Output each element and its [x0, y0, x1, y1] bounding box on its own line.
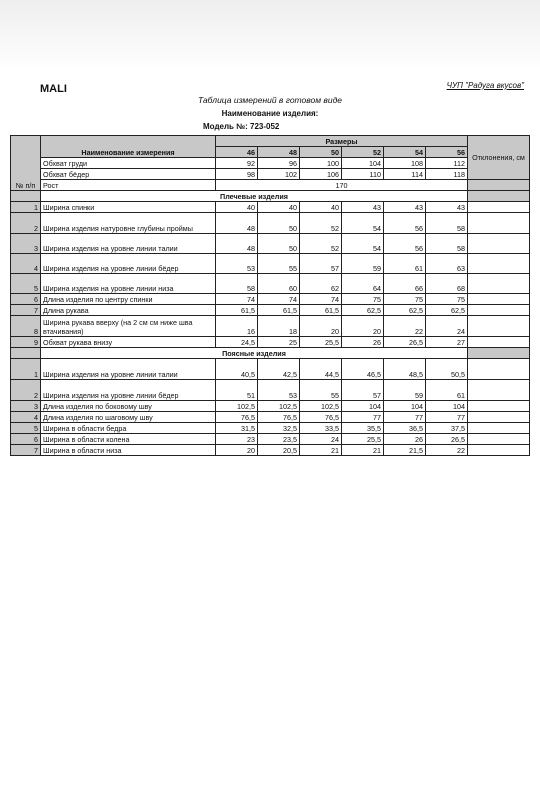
value-cell: 20 — [342, 316, 384, 337]
measurement-row — [11, 423, 530, 434]
measure-name: Длина рукава — [41, 305, 216, 316]
value-cell: 21 — [300, 445, 342, 456]
section-index-cell — [11, 191, 41, 202]
value-cell: 74 — [216, 294, 258, 305]
measure-name: Обхват груди — [41, 158, 216, 169]
value-cell: 62 — [300, 274, 342, 294]
value-cell: 26,5 — [384, 337, 426, 348]
sizes-header: Размеры — [216, 136, 468, 147]
row-number: 5 — [11, 423, 41, 434]
value-cell: 26,5 — [426, 434, 468, 445]
deviation-header: Отклонения, см — [468, 136, 530, 180]
value-cell: 50 — [258, 234, 300, 254]
value-cell: 20 — [216, 445, 258, 456]
value-cell: 98 — [216, 169, 258, 180]
value-cell: 50 — [258, 213, 300, 234]
measurement-row — [11, 434, 530, 445]
value-cell: 22 — [384, 316, 426, 337]
value-cell: 55 — [300, 380, 342, 401]
value-cell: 102,5 — [300, 401, 342, 412]
value-cell: 118 — [426, 169, 468, 180]
company-name: ЧУП "Радуга вкусов" — [446, 81, 524, 90]
row-number: 4 — [11, 412, 41, 423]
measure-name: Длина изделия по шаговому шву — [41, 412, 216, 423]
value-cell: 60 — [258, 274, 300, 294]
row-number: 6 — [11, 434, 41, 445]
value-cell: 25,5 — [342, 434, 384, 445]
value-cell: 48 — [216, 213, 258, 234]
value-cell: 51 — [216, 380, 258, 401]
measure-name: Ширина изделия на уровне линии бёдер — [41, 254, 216, 274]
value-cell: 58 — [216, 274, 258, 294]
row-number: 9 — [11, 337, 41, 348]
size-header-cell: 52 — [342, 147, 384, 158]
value-cell: 102,5 — [258, 401, 300, 412]
value-cell: 42,5 — [258, 359, 300, 380]
measurement-row — [11, 234, 530, 254]
base-row — [11, 158, 530, 169]
value-cell: 48,5 — [384, 359, 426, 380]
value-cell: 61,5 — [216, 305, 258, 316]
value-cell: 61 — [384, 254, 426, 274]
measurement-row — [11, 213, 530, 234]
measurement-row — [11, 316, 530, 337]
row-number: 5 — [11, 274, 41, 294]
size-header-cell: 54 — [384, 147, 426, 158]
measurements-table — [10, 135, 530, 456]
value-cell: 58 — [426, 234, 468, 254]
value-cell: 59 — [342, 254, 384, 274]
value-cell: 108 — [384, 158, 426, 169]
measure-name: Длина изделия по центру спинки — [41, 294, 216, 305]
value-cell: 75 — [342, 294, 384, 305]
row-number: 2 — [11, 213, 41, 234]
measurement-row — [11, 380, 530, 401]
section-index-cell — [11, 348, 41, 359]
value-cell: 21,5 — [384, 445, 426, 456]
measure-name: Обхват рукава внизу — [41, 337, 216, 348]
row-number: 3 — [11, 401, 41, 412]
value-cell: 54 — [342, 234, 384, 254]
value-cell: 76,5 — [216, 412, 258, 423]
row-number: 2 — [11, 380, 41, 401]
value-cell: 58 — [426, 213, 468, 234]
document-title: Таблица измерений в готовом виде — [197, 95, 343, 105]
value-cell: 22 — [426, 445, 468, 456]
scan-shadow — [0, 0, 540, 70]
value-cell: 20 — [300, 316, 342, 337]
value-cell: 24,5 — [216, 337, 258, 348]
value-cell: 50,5 — [426, 359, 468, 380]
base-row — [11, 169, 530, 180]
measurement-row — [11, 202, 530, 213]
value-cell: 75 — [384, 294, 426, 305]
value-cell: 24 — [300, 434, 342, 445]
value-cell: 23 — [216, 434, 258, 445]
row-number: 7 — [11, 305, 41, 316]
row-number: 1 — [11, 202, 41, 213]
size-header-cell: 46 — [216, 147, 258, 158]
deviation-cell — [468, 234, 530, 254]
model-label: Модель №: 723-052 — [203, 122, 280, 131]
measure-name: Ширина изделия натуровне глубины проймы — [41, 213, 216, 234]
deviation-cell — [468, 180, 530, 191]
value-cell: 74 — [258, 294, 300, 305]
value-cell: 23,5 — [258, 434, 300, 445]
measure-name: Ширина в области колена — [41, 434, 216, 445]
value-cell: 54 — [342, 213, 384, 234]
value-cell: 104 — [384, 401, 426, 412]
measure-name: Ширина в области низа — [41, 445, 216, 456]
measure-name: Ширина рукава вверху (на 2 см см ниже шва втачивания) — [41, 316, 216, 337]
value-cell: 43 — [342, 202, 384, 213]
value-cell: 62,5 — [426, 305, 468, 316]
value-cell: 57 — [300, 254, 342, 274]
measure-name: Ширина изделия на уровне линии бёдер — [41, 380, 216, 401]
deviation-cell — [468, 401, 530, 412]
height-value: 170 — [216, 180, 468, 191]
value-cell: 40 — [216, 202, 258, 213]
deviation-cell — [468, 191, 530, 202]
measure-name: Ширина изделия на уровне линии талии — [41, 234, 216, 254]
value-cell: 104 — [342, 158, 384, 169]
value-cell: 53 — [216, 254, 258, 274]
deviation-cell — [468, 337, 530, 348]
value-cell: 31,5 — [216, 423, 258, 434]
value-cell: 76,5 — [300, 412, 342, 423]
value-cell: 77 — [426, 412, 468, 423]
value-cell: 35,5 — [342, 423, 384, 434]
col-name-header: Наименование измерения — [41, 136, 216, 158]
value-cell: 61 — [426, 380, 468, 401]
measure-name: Ширина изделия на уровне линии талии — [41, 359, 216, 380]
value-cell: 114 — [384, 169, 426, 180]
value-cell: 66 — [384, 274, 426, 294]
measurement-row — [11, 337, 530, 348]
value-cell: 62,5 — [342, 305, 384, 316]
value-cell: 46,5 — [342, 359, 384, 380]
deviation-cell — [468, 380, 530, 401]
deviation-cell — [468, 434, 530, 445]
measure-name: Ширина в области бедра — [41, 423, 216, 434]
size-header-cell: 48 — [258, 147, 300, 158]
value-cell: 76,5 — [258, 412, 300, 423]
value-cell: 25,5 — [300, 337, 342, 348]
row-number: 6 — [11, 294, 41, 305]
value-cell: 102,5 — [216, 401, 258, 412]
deviation-cell — [468, 445, 530, 456]
deviation-cell — [468, 412, 530, 423]
value-cell: 102 — [258, 169, 300, 180]
value-cell: 37,5 — [426, 423, 468, 434]
measurement-row — [11, 254, 530, 274]
value-cell: 40 — [300, 202, 342, 213]
deviation-cell — [468, 423, 530, 434]
measure-name: Рост — [41, 180, 216, 191]
section-title: Поясные изделия — [41, 348, 468, 359]
section2-row — [11, 348, 530, 359]
measurement-row — [11, 294, 530, 305]
measurement-row — [11, 445, 530, 456]
measurement-row — [11, 401, 530, 412]
col-number-header: № п/п — [11, 136, 41, 191]
value-cell: 104 — [426, 401, 468, 412]
deviation-cell — [468, 294, 530, 305]
row-number: 1 — [11, 359, 41, 380]
deviation-cell — [468, 213, 530, 234]
section-title: Плечевые изделия — [41, 191, 468, 202]
deviation-cell — [468, 348, 530, 359]
value-cell: 63 — [426, 254, 468, 274]
value-cell: 92 — [216, 158, 258, 169]
row-number: 4 — [11, 254, 41, 274]
deviation-cell — [468, 254, 530, 274]
section1-row — [11, 191, 530, 202]
value-cell: 26 — [384, 434, 426, 445]
value-cell: 104 — [342, 401, 384, 412]
product-name-label: Наименование изделия: — [221, 109, 319, 118]
value-cell: 33,5 — [300, 423, 342, 434]
value-cell: 18 — [258, 316, 300, 337]
value-cell: 20,5 — [258, 445, 300, 456]
value-cell: 43 — [426, 202, 468, 213]
value-cell: 52 — [300, 234, 342, 254]
value-cell: 56 — [384, 234, 426, 254]
deviation-cell — [468, 316, 530, 337]
value-cell: 64 — [342, 274, 384, 294]
value-cell: 56 — [384, 213, 426, 234]
measure-name: Обхват бёдер — [41, 169, 216, 180]
row-number: 8 — [11, 316, 41, 337]
value-cell: 24 — [426, 316, 468, 337]
measurement-row — [11, 412, 530, 423]
measurement-row — [11, 305, 530, 316]
deviation-cell — [468, 305, 530, 316]
value-cell: 48 — [216, 234, 258, 254]
measure-name: Ширина изделия на уровне линии низа — [41, 274, 216, 294]
value-cell: 75 — [426, 294, 468, 305]
value-cell: 21 — [342, 445, 384, 456]
value-cell: 106 — [300, 169, 342, 180]
value-cell: 68 — [426, 274, 468, 294]
value-cell: 52 — [300, 213, 342, 234]
value-cell: 27 — [426, 337, 468, 348]
value-cell: 25 — [258, 337, 300, 348]
value-cell: 59 — [384, 380, 426, 401]
row-number: 3 — [11, 234, 41, 254]
measure-name: Ширина спинки — [41, 202, 216, 213]
size-header-cell: 56 — [426, 147, 468, 158]
value-cell: 77 — [384, 412, 426, 423]
row-number: 7 — [11, 445, 41, 456]
value-cell: 16 — [216, 316, 258, 337]
value-cell: 32,5 — [258, 423, 300, 434]
size-header-cell: 50 — [300, 147, 342, 158]
height-row — [11, 180, 530, 191]
value-cell: 100 — [300, 158, 342, 169]
value-cell: 77 — [342, 412, 384, 423]
value-cell: 44,5 — [300, 359, 342, 380]
value-cell: 55 — [258, 254, 300, 274]
deviation-cell — [468, 274, 530, 294]
value-cell: 61,5 — [300, 305, 342, 316]
value-cell: 112 — [426, 158, 468, 169]
deviation-cell — [468, 202, 530, 213]
value-cell: 61,5 — [258, 305, 300, 316]
value-cell: 36,5 — [384, 423, 426, 434]
value-cell: 74 — [300, 294, 342, 305]
value-cell: 62,5 — [384, 305, 426, 316]
brand-label: MALI — [40, 83, 67, 95]
value-cell: 110 — [342, 169, 384, 180]
deviation-cell — [468, 359, 530, 380]
measurement-row — [11, 274, 530, 294]
value-cell: 26 — [342, 337, 384, 348]
value-cell: 40,5 — [216, 359, 258, 380]
measurement-row — [11, 359, 530, 380]
measure-name: Длина изделия по боковому шву — [41, 401, 216, 412]
value-cell: 53 — [258, 380, 300, 401]
value-cell: 40 — [258, 202, 300, 213]
value-cell: 57 — [342, 380, 384, 401]
value-cell: 96 — [258, 158, 300, 169]
value-cell: 43 — [384, 202, 426, 213]
